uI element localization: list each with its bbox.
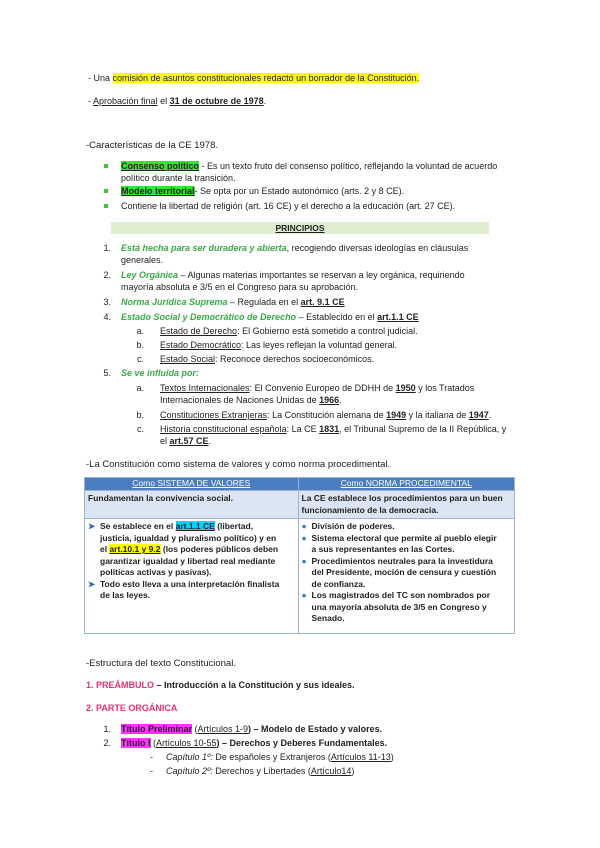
table-cell xyxy=(298,519,515,634)
principle-title: Norma Jurídica Suprema xyxy=(121,297,228,307)
sub-item xyxy=(160,339,397,351)
chapter-label: Capítulo 2º: xyxy=(166,766,213,776)
text: el xyxy=(157,96,170,106)
table-cell: Fundamentan la convivencia social. xyxy=(85,491,299,519)
text: ) xyxy=(390,752,394,762)
intro-prefix: - Una xyxy=(88,73,113,83)
sub-item xyxy=(160,382,474,394)
text: : La CE xyxy=(286,424,320,434)
text: Los magistrados del TC son nombrados por una mayoría absoluta de 3/5 en Congreso y Senado. xyxy=(311,590,491,623)
text: (libertad, justicia, igualdad y pluralismo político) y en el xyxy=(100,521,277,554)
list-item xyxy=(302,590,512,625)
sub-label: Estado Democrático xyxy=(160,340,242,350)
article-ref: Artículos 1-9 xyxy=(197,724,249,734)
sub-item xyxy=(160,325,418,337)
principle-item: Se ve influida por: xyxy=(121,368,200,378)
sub-item xyxy=(160,409,491,421)
list-item xyxy=(88,521,295,579)
text: ( xyxy=(192,724,198,734)
article-ref: Artículos 11-13 xyxy=(330,752,391,762)
article-ref: Artículo14 xyxy=(310,766,352,776)
text: Procedimientos neutrales para la investidura del Presidente, moción de censura y cuestión de confianza. xyxy=(311,555,497,589)
arrow-bullet-icon: ➤ xyxy=(88,578,96,589)
text: . xyxy=(208,436,212,446)
approval-date: 31 de octubre de 1978 xyxy=(169,96,264,106)
dash-bullet: - xyxy=(150,766,153,776)
intro-line-2 xyxy=(88,95,266,107)
chapter-label: Capítulo 1º: xyxy=(166,752,213,762)
sub-label: Estado de Derecho xyxy=(160,326,238,336)
list-item xyxy=(88,579,295,602)
text: . xyxy=(488,410,492,420)
text: División de poderes. xyxy=(311,521,395,531)
principle-item xyxy=(121,269,465,281)
text: Se establece en el xyxy=(100,521,176,531)
list-number: 2. xyxy=(103,738,111,748)
green-square-bullet xyxy=(104,204,108,208)
list-letter: c. xyxy=(136,354,144,364)
article-ref: art.1.1 CE xyxy=(377,312,419,322)
table-header-procedural: Como NORMA PROCEDIMENTAL xyxy=(298,478,515,491)
sub-item-continuation xyxy=(160,435,211,447)
chapter-item xyxy=(166,765,354,777)
title-label: Título Preliminar xyxy=(121,724,193,734)
text: – Introducción a la Constitución y sus ideales. xyxy=(154,680,355,690)
list-item xyxy=(302,556,512,591)
bullet-icon: ● xyxy=(301,555,307,566)
sub-item xyxy=(160,353,374,365)
approval-label: Aprobación final xyxy=(93,96,158,106)
sub-label: Estado Social xyxy=(160,354,216,364)
text: , el Tribunal Supremo de la II República, y xyxy=(339,424,507,434)
characteristic-text: - Se opta por un Estado autonómico (arts. 2 y 8 CE). xyxy=(194,186,405,196)
text: : La Constitución alemana de xyxy=(267,410,387,420)
highlighted-text: comisión de asuntos constitucionales redactó un borrador de la Constitución. xyxy=(112,73,420,83)
sub-label: Constituciones Extranjeras xyxy=(160,410,268,420)
bullet-icon: ● xyxy=(301,521,307,531)
characteristic-item xyxy=(121,160,497,172)
comparison-table xyxy=(84,477,515,634)
section-heading: -Características de la CE 1978. xyxy=(86,140,219,151)
year: 1949 xyxy=(386,410,407,420)
principle-title: Se ve influida por xyxy=(121,368,197,378)
text: ) xyxy=(351,766,355,776)
principle-title: Está hecha para ser duradera y abierta xyxy=(121,243,287,253)
text: mayoría absoluta e 3/5 en el Congreso para su aprobación. xyxy=(121,282,359,292)
structure-preambulo xyxy=(86,679,355,691)
text: ( xyxy=(150,738,156,748)
text: : El Gobierno está sometido a control judicial. xyxy=(237,326,418,336)
text: – Establecido en el xyxy=(296,312,378,322)
green-square-bullet xyxy=(104,189,108,193)
title-item xyxy=(121,723,382,735)
sub-item-continuation xyxy=(160,394,342,406)
text: generales. xyxy=(121,255,164,265)
intro-prefix: - xyxy=(88,96,94,106)
characteristic-text: político durante la transición. xyxy=(121,173,236,183)
sub-label: Historia constitucional española xyxy=(160,424,287,434)
section-heading: -La Constitución como sistema de valores y como norma procedimental. xyxy=(86,459,391,470)
text: (los poderes públicos deben garantizar igualdad y libertad real mediante políticas activas y pasivas). xyxy=(100,544,279,577)
text: . xyxy=(263,96,267,106)
year: 1831 xyxy=(319,424,340,434)
text: Derechos y Libertades ( xyxy=(212,766,311,776)
structure-parte xyxy=(86,702,177,714)
text: el xyxy=(160,436,170,446)
text: , recogiendo diversas ideologías en cláusulas xyxy=(286,243,469,253)
principios-title: PRINCIPIOS xyxy=(111,222,489,234)
text: Sistema electoral que permite al pueblo elegir a sus representantes en las Cortes. xyxy=(311,532,497,554)
list-item xyxy=(302,533,512,556)
bullet-icon: ● xyxy=(301,590,307,600)
text: Internacionales de Naciones Unidas de xyxy=(160,395,320,405)
principle-item xyxy=(121,242,468,254)
text: : Las leyes reflejan la voluntad general. xyxy=(241,340,398,350)
year: 1966 xyxy=(319,395,340,405)
text: De españoles y Extranjeros ( xyxy=(212,752,331,762)
year: 1947 xyxy=(468,410,489,420)
article-ref: art.10.1 y 9.2 xyxy=(109,544,161,554)
list-number: 2. xyxy=(103,270,111,280)
title-label: Título I xyxy=(121,738,151,748)
principle-item xyxy=(121,311,419,323)
list-letter: c. xyxy=(136,424,144,434)
text: ) – Modelo de Estado y valores. xyxy=(248,724,383,734)
structure-label: 2. PARTE ORGÁNICA xyxy=(86,703,178,713)
list-letter: a. xyxy=(136,383,144,393)
list-letter: a. xyxy=(136,326,144,336)
text: Todo esto lleva a una interpretación finalista de las leyes. xyxy=(100,578,280,600)
article-ref: art.1.1 CE xyxy=(175,521,215,531)
section-heading: -Estructura del texto Constitucional. xyxy=(86,658,236,669)
arrow-bullet-icon: ➤ xyxy=(88,521,96,531)
green-square-bullet xyxy=(104,164,108,168)
list-number: 1. xyxy=(103,243,111,253)
bullet-icon: ● xyxy=(301,532,307,543)
list-number: 4. xyxy=(103,312,111,322)
sub-item xyxy=(160,423,506,435)
characteristic-item: Contiene la libertad de religión (art. 16 CE) y el derecho a la educación (art. 27 CE). xyxy=(121,201,456,211)
text: y la italiana de xyxy=(406,410,469,420)
text: : Reconoce derechos socioeconómicos. xyxy=(215,354,375,364)
characteristic-text: - Es un texto fruto del consenso político, reflejando la voluntad de acuerdo xyxy=(199,161,498,171)
list-number: 5. xyxy=(103,368,111,378)
list-number: 1. xyxy=(103,724,111,734)
table-cell xyxy=(85,519,299,634)
characteristic-label: Modelo territorial xyxy=(121,186,195,196)
text: y los Tratados xyxy=(415,383,475,393)
characteristic-item xyxy=(121,185,404,197)
text: – Regulada en el xyxy=(227,297,301,307)
text: : El Convenio Europeo de DDHH de xyxy=(249,383,396,393)
list-letter: b. xyxy=(136,410,144,420)
table-cell: La CE establece los procedimientos para un buen funcionamiento de la democracia. xyxy=(298,491,515,519)
text: – Algunas materias importantes se reservan a ley orgánica, requiriendo xyxy=(178,270,465,280)
table-header-values: Como SISTEMA DE VALORES xyxy=(85,478,299,491)
text: . xyxy=(339,395,342,405)
year: 1950 xyxy=(395,383,416,393)
list-letter: b. xyxy=(136,340,144,350)
structure-label: 1. PREÁMBULO xyxy=(86,680,155,690)
title-item xyxy=(121,737,387,749)
article-ref: art.57 CE xyxy=(169,436,209,446)
article-ref: Artículos 10-55 xyxy=(156,738,217,748)
list-number: 3. xyxy=(103,297,111,307)
principle-title: Estado Social y Democrático de Derecho xyxy=(121,312,297,322)
intro-line-1 xyxy=(88,72,419,84)
dash-bullet: - xyxy=(150,752,153,762)
list-item xyxy=(302,521,512,533)
article-ref: art. 9.1 CE xyxy=(300,297,345,307)
principle-title: Ley Orgánica xyxy=(121,270,179,280)
sub-label: Textos Internacionales xyxy=(160,383,250,393)
text: ) – Derechos y Deberes Fundamentales. xyxy=(216,738,388,748)
principle-item xyxy=(121,296,345,308)
chapter-item xyxy=(166,751,394,763)
characteristic-label: Consenso político xyxy=(121,161,200,171)
